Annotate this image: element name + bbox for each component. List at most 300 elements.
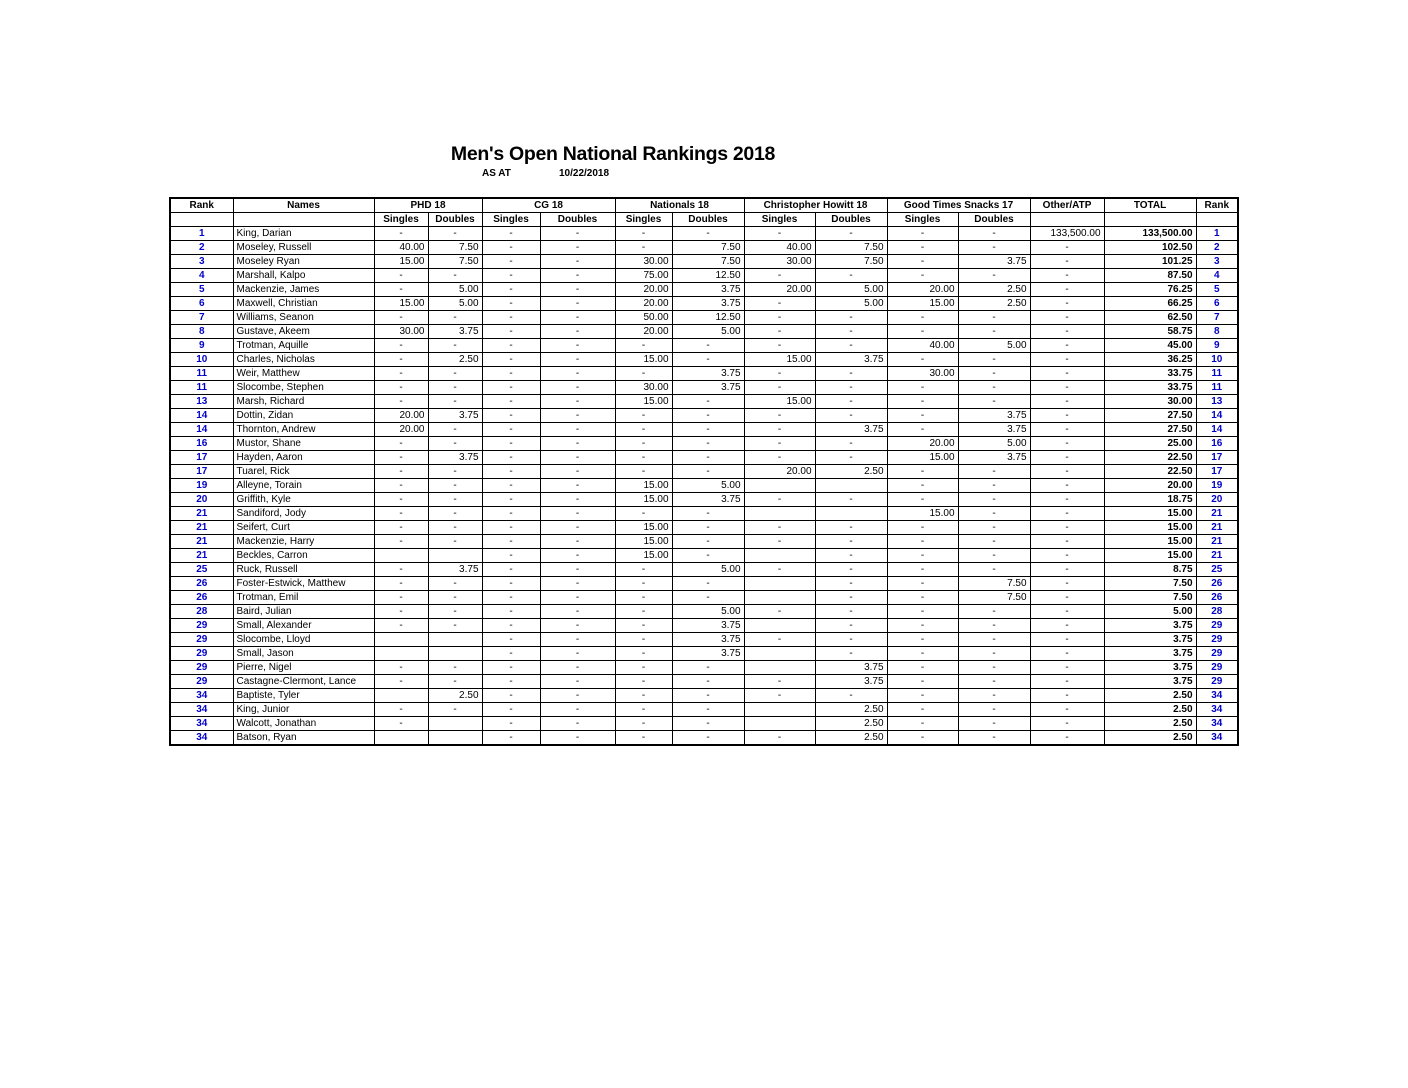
table-row <box>170 619 1238 633</box>
rankings-body <box>170 227 1238 746</box>
singles-cell: 15.00 <box>887 451 958 465</box>
doubles-cell: 2.50 <box>815 731 887 746</box>
singles-cell: - <box>615 591 672 605</box>
doubles-cell: - <box>540 339 615 353</box>
singles-cell: - <box>744 437 815 451</box>
other-cell: - <box>1030 549 1104 563</box>
other-cell: - <box>1030 521 1104 535</box>
doubles-cell: - <box>540 297 615 311</box>
doubles-cell: - <box>428 605 482 619</box>
rank-right-cell: 34 <box>1196 717 1238 731</box>
name-cell: Weir, Matthew <box>233 367 374 381</box>
rank-cell: 2 <box>170 241 233 255</box>
doubles-cell: - <box>672 409 744 423</box>
doubles-cell: - <box>540 535 615 549</box>
other-cell: - <box>1030 367 1104 381</box>
rank-right-cell: 29 <box>1196 619 1238 633</box>
singles-cell: - <box>482 647 540 661</box>
rank-right-cell: 13 <box>1196 395 1238 409</box>
doubles-cell: - <box>540 311 615 325</box>
rank-cell: 29 <box>170 619 233 633</box>
doubles-cell: - <box>540 731 615 746</box>
singles-cell: - <box>374 381 428 395</box>
rank-right-cell: 5 <box>1196 283 1238 297</box>
singles-cell: - <box>615 647 672 661</box>
table-row <box>170 381 1238 395</box>
doubles-cell: - <box>815 689 887 703</box>
name-cell: Trotman, Emil <box>233 591 374 605</box>
doubles-cell: - <box>958 367 1030 381</box>
table-row <box>170 507 1238 521</box>
singles-cell: - <box>374 675 428 689</box>
doubles-cell: - <box>958 703 1030 717</box>
singles-cell: - <box>482 381 540 395</box>
doubles-cell: 5.00 <box>815 283 887 297</box>
doubles-cell: 5.00 <box>672 563 744 577</box>
table-row <box>170 339 1238 353</box>
doubles-cell: 3.75 <box>672 647 744 661</box>
name-cell: Alleyne, Torain <box>233 479 374 493</box>
total-cell: 62.50 <box>1104 311 1196 325</box>
doubles-cell: - <box>672 675 744 689</box>
singles-cell: - <box>615 507 672 521</box>
singles-subheader: Singles <box>374 213 428 227</box>
doubles-subheader: Doubles <box>428 213 482 227</box>
singles-cell: - <box>615 437 672 451</box>
table-row <box>170 297 1238 311</box>
doubles-cell: - <box>672 577 744 591</box>
name-cell: Thornton, Andrew <box>233 423 374 437</box>
rank-right-cell: 21 <box>1196 521 1238 535</box>
name-cell: King, Darian <box>233 227 374 241</box>
doubles-cell: - <box>428 591 482 605</box>
rank-right-cell: 6 <box>1196 297 1238 311</box>
name-cell: Williams, Seanon <box>233 311 374 325</box>
doubles-cell: 2.50 <box>815 717 887 731</box>
doubles-cell: 3.75 <box>815 661 887 675</box>
total-cell: 3.75 <box>1104 619 1196 633</box>
singles-cell: 40.00 <box>744 241 815 255</box>
other-cell: - <box>1030 297 1104 311</box>
doubles-cell: - <box>672 395 744 409</box>
singles-cell: - <box>374 577 428 591</box>
rank-right-cell: 14 <box>1196 423 1238 437</box>
other-header: Other/ATP <box>1030 198 1104 213</box>
other-cell: - <box>1030 689 1104 703</box>
table-row <box>170 577 1238 591</box>
singles-cell: 30.00 <box>374 325 428 339</box>
singles-cell: - <box>744 423 815 437</box>
doubles-cell: - <box>958 381 1030 395</box>
singles-cell: - <box>374 451 428 465</box>
singles-cell: - <box>744 339 815 353</box>
doubles-cell: - <box>540 241 615 255</box>
name-cell: Mustor, Shane <box>233 437 374 451</box>
other-cell: - <box>1030 577 1104 591</box>
total-cell: 27.50 <box>1104 409 1196 423</box>
singles-cell: 15.00 <box>744 395 815 409</box>
doubles-cell <box>428 731 482 746</box>
total-cell: 58.75 <box>1104 325 1196 339</box>
doubles-cell: - <box>428 703 482 717</box>
rank-right-cell: 10 <box>1196 353 1238 367</box>
rank-cell: 10 <box>170 353 233 367</box>
singles-cell: - <box>374 339 428 353</box>
doubles-cell: - <box>815 395 887 409</box>
singles-cell: - <box>482 521 540 535</box>
singles-cell: - <box>374 283 428 297</box>
singles-cell: - <box>374 507 428 521</box>
singles-cell: - <box>887 521 958 535</box>
other-cell: - <box>1030 353 1104 367</box>
singles-cell: - <box>744 451 815 465</box>
page-title: Men's Open National Rankings 2018 <box>450 143 776 165</box>
doubles-cell: - <box>958 633 1030 647</box>
other-cell: - <box>1030 605 1104 619</box>
as-at-date: 10/22/2018 <box>559 168 610 179</box>
doubles-cell: - <box>428 339 482 353</box>
rank-cell: 13 <box>170 395 233 409</box>
doubles-cell: - <box>428 577 482 591</box>
total-cell: 3.75 <box>1104 661 1196 675</box>
doubles-cell: 5.00 <box>428 283 482 297</box>
rank-right-cell: 29 <box>1196 647 1238 661</box>
singles-cell: - <box>482 451 540 465</box>
singles-cell: - <box>615 409 672 423</box>
doubles-cell: - <box>815 633 887 647</box>
singles-cell: - <box>887 255 958 269</box>
singles-cell: - <box>887 465 958 479</box>
singles-cell: - <box>887 731 958 746</box>
singles-cell: - <box>482 731 540 746</box>
doubles-cell: - <box>428 479 482 493</box>
rank-cell: 21 <box>170 507 233 521</box>
other-cell: - <box>1030 437 1104 451</box>
total-cell: 102.50 <box>1104 241 1196 255</box>
rank-cell: 21 <box>170 535 233 549</box>
other-cell: - <box>1030 535 1104 549</box>
singles-cell: - <box>615 633 672 647</box>
rank-right-cell: 2 <box>1196 241 1238 255</box>
subheader-blank <box>170 213 233 227</box>
doubles-cell: - <box>958 311 1030 325</box>
singles-cell: 15.00 <box>615 521 672 535</box>
doubles-cell: - <box>958 269 1030 283</box>
doubles-subheader: Doubles <box>540 213 615 227</box>
singles-cell: - <box>482 619 540 633</box>
singles-cell: 20.00 <box>374 409 428 423</box>
singles-cell: - <box>482 367 540 381</box>
singles-cell: - <box>482 661 540 675</box>
doubles-cell: - <box>815 521 887 535</box>
doubles-cell: - <box>815 311 887 325</box>
doubles-cell: 5.00 <box>958 339 1030 353</box>
doubles-cell: - <box>428 395 482 409</box>
singles-cell: - <box>482 591 540 605</box>
table-row <box>170 563 1238 577</box>
doubles-cell: - <box>958 605 1030 619</box>
singles-cell: - <box>615 563 672 577</box>
singles-cell: - <box>887 423 958 437</box>
singles-cell: - <box>744 605 815 619</box>
doubles-cell: 7.50 <box>958 577 1030 591</box>
total-cell: 87.50 <box>1104 269 1196 283</box>
singles-cell: - <box>482 703 540 717</box>
rank-right-cell: 21 <box>1196 535 1238 549</box>
singles-cell: 75.00 <box>615 269 672 283</box>
subheader-blank <box>1030 213 1104 227</box>
singles-cell: 20.00 <box>887 437 958 451</box>
other-cell: - <box>1030 647 1104 661</box>
name-cell: Batson, Ryan <box>233 731 374 746</box>
doubles-cell: 3.75 <box>672 283 744 297</box>
event-header-cg: CG 18 <box>482 198 615 213</box>
other-cell: - <box>1030 325 1104 339</box>
total-cell: 2.50 <box>1104 717 1196 731</box>
doubles-cell: - <box>428 535 482 549</box>
singles-cell: - <box>482 535 540 549</box>
rank-right-cell: 34 <box>1196 689 1238 703</box>
singles-cell: - <box>887 409 958 423</box>
singles-cell: - <box>887 353 958 367</box>
singles-cell: - <box>615 227 672 241</box>
singles-cell: - <box>374 367 428 381</box>
singles-cell <box>744 479 815 493</box>
doubles-cell: - <box>958 241 1030 255</box>
doubles-cell: - <box>815 549 887 563</box>
other-cell: - <box>1030 675 1104 689</box>
table-row <box>170 325 1238 339</box>
doubles-cell: 2.50 <box>428 353 482 367</box>
name-cell: Small, Alexander <box>233 619 374 633</box>
table-row <box>170 367 1238 381</box>
singles-cell: - <box>615 577 672 591</box>
doubles-cell: - <box>958 563 1030 577</box>
rank-right-cell: 26 <box>1196 591 1238 605</box>
singles-cell: - <box>615 717 672 731</box>
other-cell: - <box>1030 269 1104 283</box>
doubles-cell: 3.75 <box>428 325 482 339</box>
name-cell: Griffith, Kyle <box>233 493 374 507</box>
rank-right-cell: 26 <box>1196 577 1238 591</box>
subheader-blank <box>1196 213 1238 227</box>
doubles-cell: - <box>958 325 1030 339</box>
doubles-cell: - <box>540 451 615 465</box>
doubles-cell: - <box>815 227 887 241</box>
doubles-cell: - <box>428 675 482 689</box>
singles-cell <box>744 619 815 633</box>
singles-cell: - <box>482 423 540 437</box>
doubles-cell: - <box>428 381 482 395</box>
singles-cell <box>744 661 815 675</box>
doubles-subheader: Doubles <box>815 213 887 227</box>
doubles-cell: - <box>540 465 615 479</box>
singles-cell: - <box>482 339 540 353</box>
rank-cell: 29 <box>170 647 233 661</box>
doubles-cell: - <box>672 703 744 717</box>
total-cell: 2.50 <box>1104 689 1196 703</box>
doubles-cell: - <box>540 255 615 269</box>
other-cell: - <box>1030 563 1104 577</box>
doubles-cell: 3.75 <box>958 255 1030 269</box>
singles-cell: - <box>482 269 540 283</box>
total-cell: 101.25 <box>1104 255 1196 269</box>
doubles-cell: - <box>428 661 482 675</box>
doubles-cell: - <box>540 269 615 283</box>
total-cell: 7.50 <box>1104 577 1196 591</box>
doubles-cell: - <box>672 521 744 535</box>
singles-cell: - <box>887 703 958 717</box>
rank-cell: 34 <box>170 717 233 731</box>
singles-cell: 40.00 <box>887 339 958 353</box>
doubles-cell: - <box>958 227 1030 241</box>
singles-cell <box>374 647 428 661</box>
doubles-cell: 3.75 <box>672 381 744 395</box>
doubles-cell: - <box>672 591 744 605</box>
doubles-cell: - <box>958 619 1030 633</box>
doubles-cell: - <box>815 577 887 591</box>
total-cell: 2.50 <box>1104 731 1196 746</box>
singles-cell: - <box>615 451 672 465</box>
other-cell: - <box>1030 717 1104 731</box>
doubles-cell: 7.50 <box>815 255 887 269</box>
rank-cell: 7 <box>170 311 233 325</box>
total-cell: 27.50 <box>1104 423 1196 437</box>
name-cell: Mackenzie, Harry <box>233 535 374 549</box>
rank-cell: 14 <box>170 423 233 437</box>
rank-cell: 19 <box>170 479 233 493</box>
singles-cell: 20.00 <box>615 283 672 297</box>
singles-cell: 15.00 <box>374 297 428 311</box>
singles-cell: - <box>615 689 672 703</box>
singles-cell <box>374 731 428 746</box>
singles-cell: 15.00 <box>374 255 428 269</box>
table-row <box>170 409 1238 423</box>
total-cell: 15.00 <box>1104 507 1196 521</box>
singles-cell: - <box>887 479 958 493</box>
doubles-cell: - <box>540 619 615 633</box>
doubles-cell: - <box>815 605 887 619</box>
singles-cell: - <box>615 703 672 717</box>
doubles-cell: - <box>672 227 744 241</box>
doubles-subheader: Doubles <box>672 213 744 227</box>
doubles-cell: - <box>958 661 1030 675</box>
name-cell: Moseley Ryan <box>233 255 374 269</box>
singles-cell: - <box>374 465 428 479</box>
rank-cell: 25 <box>170 563 233 577</box>
rank-cell: 29 <box>170 661 233 675</box>
singles-cell: - <box>482 325 540 339</box>
subheader-blank <box>233 213 374 227</box>
doubles-cell: - <box>540 367 615 381</box>
doubles-cell: - <box>672 353 744 367</box>
rank-header: Rank <box>170 198 233 213</box>
total-cell: 33.75 <box>1104 367 1196 381</box>
doubles-cell: - <box>540 437 615 451</box>
singles-cell: - <box>615 367 672 381</box>
singles-cell: - <box>887 675 958 689</box>
total-cell: 15.00 <box>1104 549 1196 563</box>
rank-right-cell: 9 <box>1196 339 1238 353</box>
table-row <box>170 493 1238 507</box>
singles-cell: - <box>615 241 672 255</box>
singles-cell <box>744 591 815 605</box>
name-cell: Marshall, Kalpo <box>233 269 374 283</box>
rank-right-cell: 29 <box>1196 661 1238 675</box>
singles-cell: - <box>482 493 540 507</box>
doubles-cell: - <box>540 563 615 577</box>
singles-cell: - <box>744 535 815 549</box>
table-row <box>170 675 1238 689</box>
doubles-cell: - <box>958 521 1030 535</box>
rank-cell: 34 <box>170 703 233 717</box>
singles-cell: 20.00 <box>887 283 958 297</box>
doubles-cell: - <box>428 367 482 381</box>
doubles-cell: - <box>540 521 615 535</box>
singles-cell: - <box>374 395 428 409</box>
doubles-cell: - <box>540 479 615 493</box>
rank-right-cell: 20 <box>1196 493 1238 507</box>
singles-cell <box>744 577 815 591</box>
other-cell: - <box>1030 311 1104 325</box>
singles-cell <box>744 717 815 731</box>
doubles-cell <box>815 479 887 493</box>
singles-cell: - <box>615 605 672 619</box>
singles-cell: - <box>482 311 540 325</box>
total-cell: 22.50 <box>1104 451 1196 465</box>
singles-cell: 15.00 <box>615 479 672 493</box>
doubles-cell: - <box>672 661 744 675</box>
singles-cell: - <box>887 269 958 283</box>
doubles-cell: - <box>815 647 887 661</box>
singles-cell: 15.00 <box>887 297 958 311</box>
rank-right-cell: 34 <box>1196 731 1238 746</box>
doubles-cell: - <box>958 493 1030 507</box>
singles-cell: - <box>887 661 958 675</box>
table-row <box>170 661 1238 675</box>
table-row <box>170 269 1238 283</box>
total-cell: 3.75 <box>1104 647 1196 661</box>
rank-cell: 9 <box>170 339 233 353</box>
doubles-cell: - <box>672 507 744 521</box>
rank-right-cell: 17 <box>1196 451 1238 465</box>
doubles-cell: - <box>540 661 615 675</box>
event-header-good-times-snacks: Good Times Snacks 17 <box>887 198 1030 213</box>
singles-cell: - <box>482 507 540 521</box>
singles-cell: 20.00 <box>744 465 815 479</box>
singles-cell: - <box>374 717 428 731</box>
singles-cell: - <box>887 535 958 549</box>
table-row <box>170 311 1238 325</box>
singles-cell: - <box>482 353 540 367</box>
doubles-cell: 3.75 <box>815 675 887 689</box>
doubles-cell: - <box>815 451 887 465</box>
doubles-cell: - <box>815 409 887 423</box>
singles-cell: - <box>887 633 958 647</box>
as-at-label: AS AT <box>482 168 511 179</box>
table-row <box>170 241 1238 255</box>
singles-cell: - <box>374 479 428 493</box>
doubles-cell: - <box>958 647 1030 661</box>
singles-subheader: Singles <box>744 213 815 227</box>
singles-cell: - <box>744 367 815 381</box>
doubles-cell: - <box>540 493 615 507</box>
doubles-cell: - <box>958 689 1030 703</box>
rank-cell: 34 <box>170 689 233 703</box>
singles-cell: 30.00 <box>615 381 672 395</box>
singles-subheader: Singles <box>482 213 540 227</box>
singles-cell: - <box>615 423 672 437</box>
